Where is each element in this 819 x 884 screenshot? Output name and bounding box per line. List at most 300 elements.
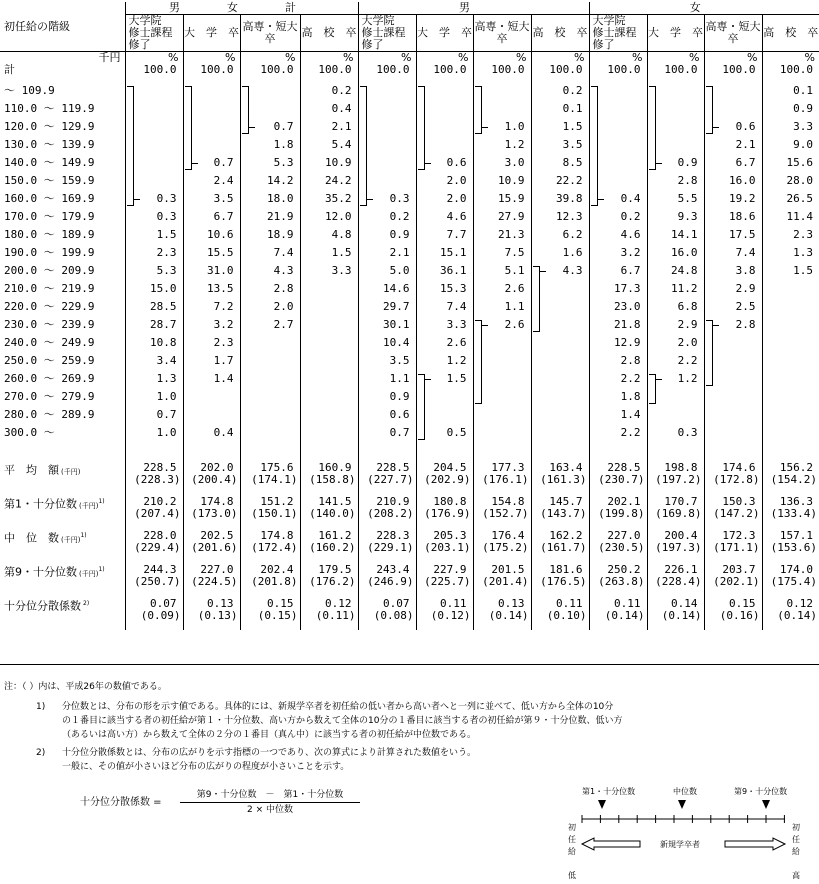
wage-band-label: 200.0 ～ 209.9: [4, 264, 95, 277]
table-row: [0, 334, 819, 352]
range-bracket-tick: [598, 199, 604, 200]
stat-value: 227.9: [433, 563, 467, 576]
percent-value: [762, 388, 819, 406]
stat-note-ref: 2): [83, 600, 90, 607]
stat-prev-value: (227.7): [367, 473, 414, 486]
percent-value: 4.3: [531, 262, 589, 280]
stat-value: 172.3: [722, 529, 756, 542]
total-value: 100.0: [762, 64, 819, 82]
stat-value: 228.0: [143, 529, 177, 542]
table-row: [0, 190, 819, 208]
table-row: [0, 100, 819, 118]
range-bracket-tick: [656, 379, 662, 380]
stat-prev-value: (160.2): [309, 541, 356, 554]
percent-value: 4.3: [240, 262, 300, 280]
stat-prev-value: (0.16): [719, 609, 760, 622]
wage-band-label: 110.0 ～ 119.9: [4, 102, 95, 115]
stat-row: [0, 460, 819, 494]
stat-value: 156.2: [779, 461, 813, 474]
percent-value: 2.1: [358, 244, 416, 262]
percent-value: 9.0: [762, 136, 819, 154]
percent-value: [300, 316, 358, 334]
stat-value: 227.0: [200, 563, 234, 576]
stat-value: 244.3: [143, 563, 177, 576]
table-row: [0, 226, 819, 244]
stat-cell: [647, 494, 704, 528]
stat-cell: [358, 562, 416, 596]
stat-value: 210.9: [376, 495, 410, 508]
spacer-row: [0, 442, 819, 460]
percent-value: 1.5: [531, 118, 589, 136]
table-row: [0, 280, 819, 298]
percent-value: 28.5: [125, 298, 183, 316]
percent-value: 7.7: [416, 226, 473, 244]
stat-value: 151.2: [260, 495, 294, 508]
percent-value: 0.1: [531, 100, 589, 118]
percent-value: 7.5: [473, 244, 531, 262]
subcol-header: 大学院 修士課程 修了: [125, 15, 183, 52]
stat-prev-value: (0.08): [373, 609, 414, 622]
stat-prev-value: (201.6): [191, 541, 238, 554]
stat-cell: [531, 460, 589, 494]
stat-prev-value: (230.7): [598, 473, 645, 486]
percent-value: 5.4: [300, 136, 358, 154]
note1-line: （あるいは高い方）から数えて全体の２分の１番目（真ん中）に該当する者の初任給が中位数である。: [62, 730, 477, 740]
stat-value: 174.6: [722, 461, 756, 474]
percent-value: 23.0: [589, 298, 647, 316]
stat-note-ref: 1): [80, 532, 87, 539]
stat-cell: [589, 460, 647, 494]
percent-unit: %: [762, 52, 819, 65]
percent-value: 36.1: [416, 262, 473, 280]
percent-value: 6.7: [589, 262, 647, 280]
spacer: [240, 442, 300, 460]
stat-prev-value: (176.9): [424, 507, 471, 520]
percent-value: 18.0: [240, 190, 300, 208]
percent-value: 12.0: [300, 208, 358, 226]
percent-value: [762, 352, 819, 370]
note2-line: 十分位分散係数とは、分布の広がりを示す指標の一つであり、次の算式により計算された数値をいう。: [62, 748, 477, 758]
stat-cell: [416, 460, 473, 494]
percent-value: 24.2: [300, 172, 358, 190]
wage-band-label: 170.0 ～ 179.9: [4, 210, 95, 223]
percent-value: 22.2: [531, 172, 589, 190]
percent-value: 2.8: [240, 280, 300, 298]
stat-prev-value: (246.9): [367, 575, 414, 588]
percent-value: [473, 424, 531, 442]
range-bracket-tick: [482, 127, 488, 128]
stat-cell: [416, 562, 473, 596]
percent-value: 0.9: [647, 154, 704, 172]
wage-band-label: 270.0 ～ 279.9: [4, 390, 95, 403]
total-value: 100.0: [704, 64, 762, 82]
stat-prev-value: (0.10): [546, 609, 587, 622]
percent-unit: %: [473, 52, 531, 65]
stat-prev-value: (172.8): [713, 473, 760, 486]
stat-prev-value: (250.7): [134, 575, 181, 588]
subcol-header: 高専・短大卒: [473, 15, 531, 52]
percent-value: 2.6: [416, 334, 473, 352]
range-bracket: [127, 86, 134, 206]
percent-value: 2.8: [589, 352, 647, 370]
table-row: [0, 208, 819, 226]
stat-cell: [240, 528, 300, 562]
percent-value: 1.4: [589, 406, 647, 424]
right-axis-char: 任: [792, 835, 800, 844]
note1-line: 分位数とは、分布の形を示す値である。具体的には、新規学卒者を初任給の低い者から高い者へと一列に並べて、低い方から全体の10分: [62, 702, 614, 712]
median-marker-icon: [678, 800, 686, 809]
table-row: [0, 118, 819, 136]
percent-unit: %: [589, 52, 647, 65]
wage-band-label: 280.0 ～ 289.9: [4, 408, 95, 421]
table-row: [0, 262, 819, 280]
total-value: 100.0: [183, 64, 240, 82]
percent-value: 31.0: [183, 262, 240, 280]
stat-value: 0.11: [440, 597, 467, 610]
percent-unit: %: [183, 52, 240, 65]
stat-value: 174.8: [260, 529, 294, 542]
stat-cell: [300, 562, 358, 596]
diagram-d1-label: 第1・十分位数: [582, 787, 636, 796]
spacer: [0, 442, 125, 460]
stat-value: 200.4: [664, 529, 698, 542]
stat-name: 第1・十分位数: [4, 497, 77, 511]
stat-value: 0.15: [729, 597, 756, 610]
percent-value: 1.7: [183, 352, 240, 370]
percent-value: 35.2: [300, 190, 358, 208]
range-bracket: [360, 86, 367, 206]
percent-value: 2.9: [647, 316, 704, 334]
stat-prev-value: (228.3): [134, 473, 181, 486]
stat-prev-value: (169.8): [655, 507, 702, 520]
stat-cell: [647, 528, 704, 562]
wage-band-label: 160.0 ～ 169.9: [4, 192, 95, 205]
percent-value: 15.9: [473, 190, 531, 208]
stat-cell: [183, 562, 240, 596]
total-value: 100.0: [531, 64, 589, 82]
range-bracket-tick: [540, 271, 546, 272]
percent-value: 0.7: [125, 406, 183, 424]
stat-cell: [240, 596, 300, 630]
stat-prev-value: (153.6): [770, 541, 817, 554]
stat-value: 0.11: [614, 597, 641, 610]
range-bracket: [185, 86, 192, 170]
group-header: 男 女 計: [125, 2, 358, 15]
subcol-header: 大 学 卒: [647, 15, 704, 52]
stat-cell: [473, 460, 531, 494]
range-bracket: [475, 86, 482, 134]
percent-value: 1.5: [416, 370, 473, 388]
stat-cell: [762, 494, 819, 528]
stat-prev-value: (173.0): [191, 507, 238, 520]
stat-cell: [240, 460, 300, 494]
percent-value: 0.3: [125, 190, 183, 208]
spacer: [358, 442, 416, 460]
range-bracket: [418, 86, 425, 170]
percent-value: 1.8: [589, 388, 647, 406]
stat-value: 202.4: [260, 563, 294, 576]
stat-value: 175.6: [260, 461, 294, 474]
percent-value: 0.7: [358, 424, 416, 442]
stat-name: 十分位分散係数: [4, 599, 81, 613]
stat-prev-value: (202.1): [713, 575, 760, 588]
percent-value: [762, 424, 819, 442]
percent-value: 27.9: [473, 208, 531, 226]
percent-value: 1.3: [125, 370, 183, 388]
percent-value: 7.4: [416, 298, 473, 316]
stat-prev-value: (0.09): [140, 609, 181, 622]
stat-value: 202.0: [200, 461, 234, 474]
spacer: [300, 442, 358, 460]
stat-cell: [416, 596, 473, 630]
percent-unit: %: [358, 52, 416, 65]
stat-value: 162.2: [549, 529, 583, 542]
note2-text: [62, 746, 812, 774]
stat-prev-value: (176.2): [309, 575, 356, 588]
percent-value: 8.5: [531, 154, 589, 172]
table-row: [0, 298, 819, 316]
percent-value: 12.3: [531, 208, 589, 226]
stat-prev-value: (228.4): [655, 575, 702, 588]
percent-value: 15.1: [416, 244, 473, 262]
stat-unit: (千円): [61, 535, 81, 544]
subcol-header: 大 学 卒: [183, 15, 240, 52]
wage-band-label: 120.0 ～ 129.9: [4, 120, 95, 133]
percent-value: 16.0: [647, 244, 704, 262]
stat-value: 210.2: [143, 495, 177, 508]
percent-value: 0.6: [704, 118, 762, 136]
stat-value: 154.8: [491, 495, 525, 508]
stat-value: 228.5: [607, 461, 641, 474]
total-value: 100.0: [240, 64, 300, 82]
stat-prev-value: (140.0): [309, 507, 356, 520]
stat-cell: [183, 596, 240, 630]
table-row: [0, 316, 819, 334]
percent-value: 0.9: [358, 388, 416, 406]
percent-value: [531, 370, 589, 388]
percent-value: 29.7: [358, 298, 416, 316]
range-bracket-tick: [482, 325, 488, 326]
percent-value: 17.3: [589, 280, 647, 298]
percent-value: 26.5: [762, 190, 819, 208]
subcol-header: 大学院 修士課程 修了: [358, 15, 416, 52]
stat-cell: [125, 596, 183, 630]
percent-value: 2.4: [183, 172, 240, 190]
percent-value: 28.7: [125, 316, 183, 334]
stat-value: 0.12: [786, 597, 813, 610]
percent-value: 2.6: [473, 316, 531, 334]
note2-mark: 2): [36, 748, 46, 758]
percent-value: [762, 406, 819, 424]
percent-value: 24.8: [647, 262, 704, 280]
stat-cell: [647, 562, 704, 596]
stat-value: 250.2: [607, 563, 641, 576]
total-value: 100.0: [473, 64, 531, 82]
stat-prev-value: (0.14): [488, 609, 529, 622]
percent-value: [300, 424, 358, 442]
subcol-header: 大学院 修士課程 修了: [589, 15, 647, 52]
percent-value: 0.9: [358, 226, 416, 244]
stat-row: [0, 562, 819, 596]
spacer: [125, 442, 183, 460]
percent-value: 15.6: [762, 154, 819, 172]
percent-unit: %: [300, 52, 358, 65]
percent-value: 1.5: [125, 226, 183, 244]
percent-value: 6.7: [704, 154, 762, 172]
stat-cell: [125, 494, 183, 528]
header-row-groups: [0, 2, 819, 15]
percent-value: 1.2: [416, 352, 473, 370]
percent-value: 2.6: [473, 280, 531, 298]
percent-value: 2.2: [589, 424, 647, 442]
range-bracket-tick: [713, 127, 719, 128]
wage-band-label: 210.0 ～ 219.9: [4, 282, 95, 295]
stat-prev-value: (229.4): [134, 541, 181, 554]
stat-prev-value: (161.7): [540, 541, 587, 554]
percent-value: 1.4: [183, 370, 240, 388]
range-bracket-tick: [425, 379, 431, 380]
row-header-label: 初任給の階級: [0, 2, 125, 52]
percent-value: 2.3: [125, 244, 183, 262]
wage-band-label: 220.0 ～ 229.9: [4, 300, 95, 313]
percent-value: [647, 406, 704, 424]
right-axis-char: 給: [792, 847, 800, 856]
percent-value: 1.6: [531, 244, 589, 262]
range-bracket-tick: [713, 325, 719, 326]
percent-value: 1.8: [240, 136, 300, 154]
percent-value: [531, 424, 589, 442]
percent-value: 14.6: [358, 280, 416, 298]
stat-prev-value: (263.8): [598, 575, 645, 588]
stat-name: 平 均 額: [4, 463, 59, 477]
percent-value: 15.3: [416, 280, 473, 298]
left-low-label: 低: [568, 871, 576, 880]
stat-label: [0, 596, 125, 630]
stat-value: 170.7: [664, 495, 698, 508]
range-bracket: [706, 320, 713, 386]
stat-cell: [183, 528, 240, 562]
left-arrow-icon: [582, 838, 640, 850]
percent-value: 2.3: [183, 334, 240, 352]
stat-cell: [125, 460, 183, 494]
percent-value: 6.2: [531, 226, 589, 244]
stat-cell: [358, 528, 416, 562]
table-row: [0, 244, 819, 262]
percent-value: [531, 352, 589, 370]
stat-prev-value: (0.14): [777, 609, 817, 622]
percent-value: [531, 406, 589, 424]
diagram-median-label: 中位数: [673, 787, 697, 796]
percent-value: [300, 370, 358, 388]
spacer: [647, 442, 704, 460]
stat-value: 161.2: [318, 529, 352, 542]
percent-value: 17.5: [704, 226, 762, 244]
subcol-header: 高専・短大卒: [240, 15, 300, 52]
percent-value: 0.2: [531, 82, 589, 100]
stat-cell: [473, 596, 531, 630]
stat-prev-value: (0.13): [197, 609, 238, 622]
percent-value: 4.6: [416, 208, 473, 226]
percent-value: 5.0: [358, 262, 416, 280]
group-header: 女: [589, 2, 819, 15]
percent-value: 1.2: [647, 370, 704, 388]
percent-value: 2.0: [416, 190, 473, 208]
percent-value: 2.8: [647, 172, 704, 190]
spacer: [762, 442, 819, 460]
wage-band-label: 250.0 ～ 259.9: [4, 354, 95, 367]
stat-value: 0.07: [383, 597, 410, 610]
percent-value: 0.3: [647, 424, 704, 442]
percent-value: [300, 334, 358, 352]
right-arrow-icon: [725, 838, 785, 850]
stat-label: [0, 460, 125, 494]
stat-prev-value: (207.4): [134, 507, 181, 520]
stat-prev-value: (152.7): [482, 507, 529, 520]
percent-value: [183, 388, 240, 406]
wage-band-label: 230.0 ～ 239.9: [4, 318, 95, 331]
percent-value: [762, 298, 819, 316]
percent-value: 6.7: [183, 208, 240, 226]
subcol-header: 高専・短大卒: [704, 15, 762, 52]
stat-unit: (千円): [79, 569, 99, 578]
stat-cell: [531, 596, 589, 630]
stat-value: 201.5: [491, 563, 525, 576]
stat-cell: [416, 528, 473, 562]
stat-value: 202.5: [200, 529, 234, 542]
range-bracket-tick: [192, 163, 198, 164]
percent-value: 21.8: [589, 316, 647, 334]
stat-cell: [762, 596, 819, 630]
stat-row: [0, 596, 819, 630]
stat-value: 174.0: [779, 563, 813, 576]
percent-value: 0.6: [416, 154, 473, 172]
percent-value: 3.5: [358, 352, 416, 370]
stat-value: 203.7: [722, 563, 756, 576]
percent-value: 11.2: [647, 280, 704, 298]
percent-value: [300, 280, 358, 298]
range-bracket-tick: [656, 163, 662, 164]
diagram-d9-label: 第9・十分位数: [734, 787, 788, 796]
percent-value: [762, 316, 819, 334]
percent-value: 3.3: [300, 262, 358, 280]
percent-value: [531, 334, 589, 352]
percent-value: 3.4: [125, 352, 183, 370]
percent-unit: %: [125, 52, 183, 65]
total-value: 100.0: [125, 64, 183, 82]
diagram-center-label: 新規学卒者: [660, 840, 700, 849]
stat-value: 204.5: [433, 461, 467, 474]
percent-value: 1.5: [762, 262, 819, 280]
stat-cell: [125, 528, 183, 562]
stat-prev-value: (172.4): [251, 541, 298, 554]
stat-cell: [762, 562, 819, 596]
right-high-label: 高: [792, 871, 800, 880]
percent-value: [704, 406, 762, 424]
wage-band-label: ～ 109.9: [4, 84, 55, 97]
stat-prev-value: (176.5): [540, 575, 587, 588]
decile-diagram: [560, 782, 815, 882]
stat-cell: [762, 460, 819, 494]
percent-value: 0.3: [125, 208, 183, 226]
percent-value: 2.2: [647, 352, 704, 370]
stat-prev-value: (143.7): [540, 507, 587, 520]
percent-value: 14.1: [647, 226, 704, 244]
stat-prev-value: (161.3): [540, 473, 587, 486]
total-row: [0, 64, 819, 82]
percent-value: 0.1: [762, 82, 819, 100]
formula-label: 十分位分散係数 =: [80, 797, 162, 808]
stat-cell: [473, 528, 531, 562]
